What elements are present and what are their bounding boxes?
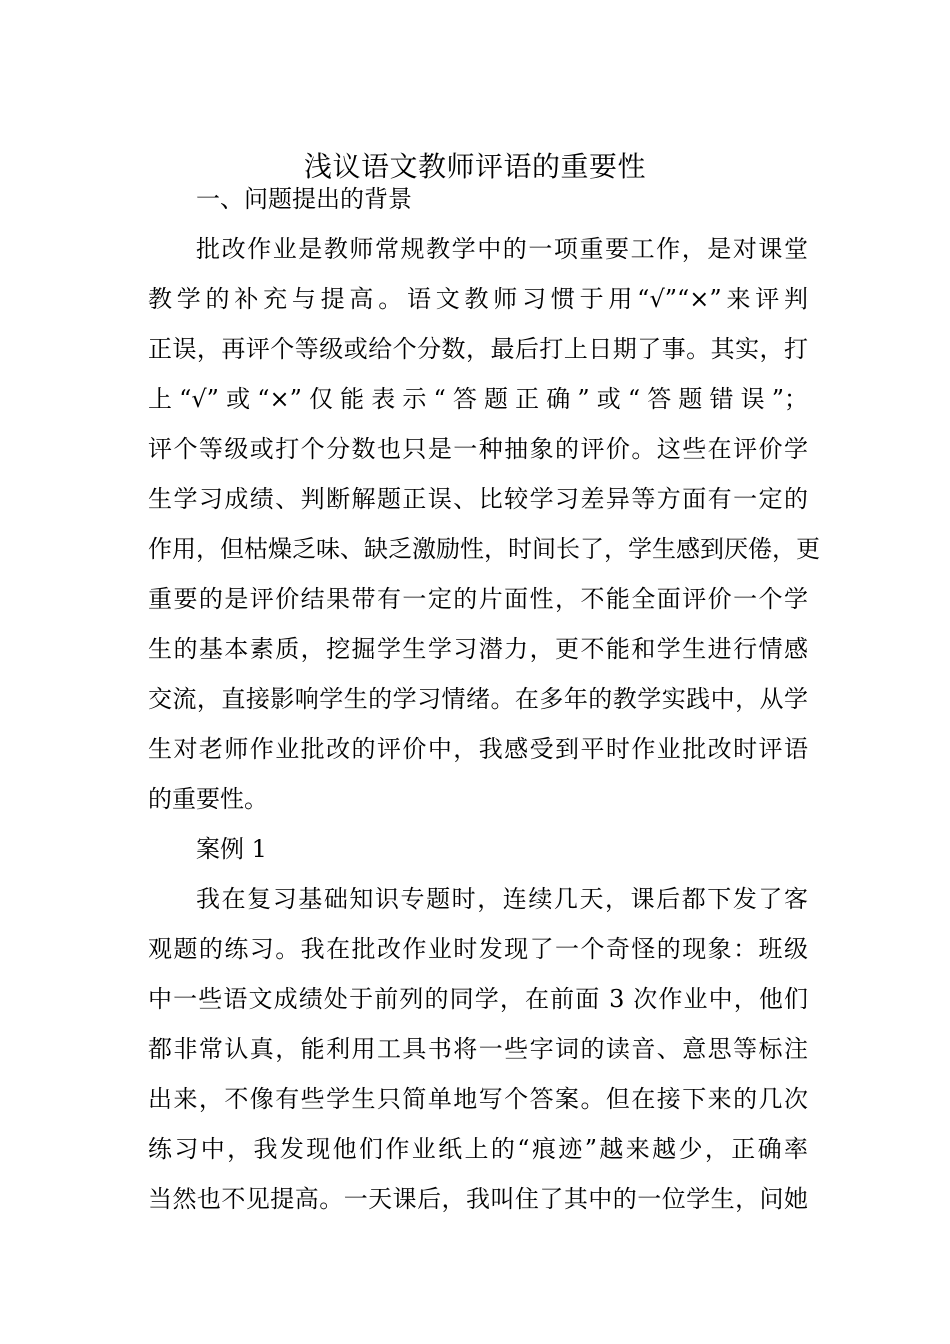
paragraph-line: 上“√”或“×”仅能表示“答题正确”或“答题错误”； (148, 385, 808, 413)
paragraph-line: 当然也不见提高。一天课后，我叫住了其中的一位学生，问她 (148, 1185, 808, 1213)
case-heading: 案例 1 (196, 835, 267, 863)
paragraph-line: 我在复习基础知识专题时，连续几天，课后都下发了客 (196, 885, 808, 913)
paragraph-line: 作用，但枯燥乏味、缺乏激励性，时间长了，学生感到厌倦，更 (148, 535, 820, 563)
paragraph-line: 正误，再评个等级或给个分数，最后打上日期了事。其实，打 (148, 335, 808, 363)
paragraph-line: 重要的是评价结果带有一定的片面性，不能全面评价一个学 (148, 585, 808, 613)
paragraph-line: 评个等级或打个分数也只是一种抽象的评价。这些在评价学 (148, 435, 808, 463)
paragraph-line: 交流，直接影响学生的学习情绪。在多年的教学实践中，从学 (148, 685, 808, 713)
paragraph-line: 教学的补充与提高。语文教师习惯于用“√”“×”来评判 (148, 285, 808, 313)
paragraph-line: 练习中，我发现他们作业纸上的“痕迹”越来越少，正确率 (148, 1135, 808, 1163)
paragraph-line: 生学习成绩、判断解题正误、比较学习差异等方面有一定的 (148, 485, 808, 513)
paragraph-line: 出来，不像有些学生只简单地写个答案。但在接下来的几次 (148, 1085, 808, 1113)
paragraph-line: 中一些语文成绩处于前列的同学，在前面 3 次作业中，他们 (148, 985, 808, 1013)
paragraph-line: 生的基本素质，挖掘学生学习潜力，更不能和学生进行情感 (148, 635, 808, 663)
paragraph-line: 生对老师作业批改的评价中，我感受到平时作业批改时评语 (148, 735, 808, 763)
document-title: 浅议语文教师评语的重要性 (303, 149, 646, 183)
paragraph-line: 的重要性。 (148, 785, 268, 813)
paragraph-line: 批改作业是教师常规教学中的一项重要工作，是对课堂 (196, 235, 808, 263)
paragraph-line: 观题的练习。我在批改作业时发现了一个奇怪的现象：班级 (148, 935, 808, 963)
paragraph-line: 都非常认真，能利用工具书将一些字词的读音、意思等标注 (148, 1035, 808, 1063)
section-heading: 一、问题提出的背景 (196, 185, 412, 213)
